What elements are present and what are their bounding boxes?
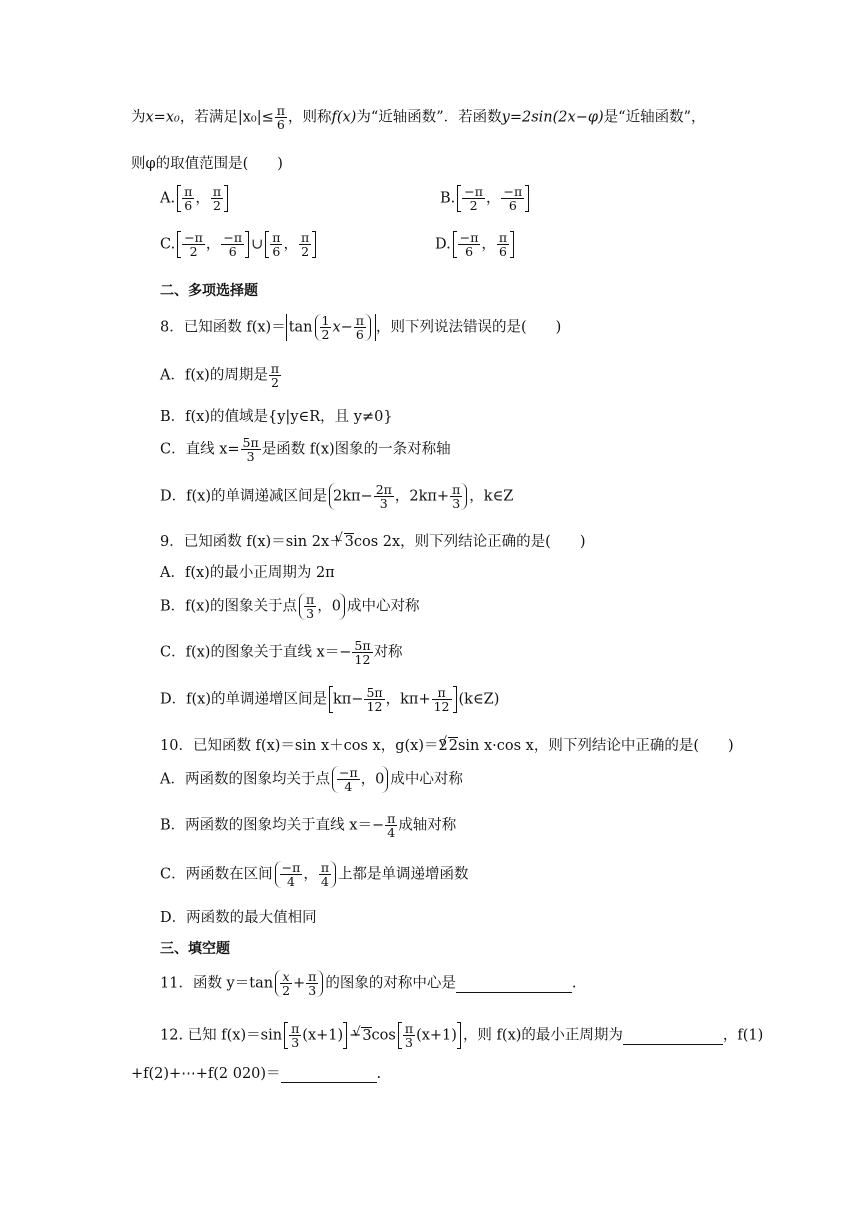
answer-blank-period[interactable] [623, 1028, 723, 1045]
q9-option-a: A．f(x)的最小正周期为 2π [160, 565, 335, 581]
answer-blank[interactable] [456, 976, 572, 993]
answer-blank-sum[interactable] [281, 1066, 377, 1083]
q10-option-b: B．两函数的图象均关于直线 x＝− $\frac{\pi}{4}$ 成轴对称 [160, 811, 457, 841]
q8-option-d: D．f(x)的单调递减区间是 2kπ− $\frac{2\pi}{3}$ ，2kπ+ $\frac{\pi}{3}$ ，k∈Z [160, 482, 514, 512]
q7-option-a: A. $\frac{\pi}{6}$ ， $\frac{\pi}{2}$ [160, 185, 230, 212]
q7-option-b: B. $\frac{-\pi}{2}$ ， $\frac{-\pi}{6}$ [440, 185, 531, 212]
q8-option-b: B．f(x)的值域是{y|y∈R，且 y≠0} [160, 409, 393, 425]
q9-option-c: C．f(x)的图象关于直线 x＝− $\frac{5\pi}{12}$ 对称 [160, 638, 403, 668]
q7-stem-line2: 则φ的取值范围是( ) [131, 156, 283, 172]
q9-option-d: D．f(x)的单调递增区间是 kπ− $\frac{5\pi}{12}$ ，kπ+ $\frac{\pi}{12}$ (k∈Z) [160, 685, 500, 715]
fraction: $\frac{\pi}{6}$ [276, 103, 285, 133]
q9-stem: 9．已知函数 f(x)＝sin 2x＋√ 3cos 2x，则下列结论正确的是( ) [160, 530, 585, 551]
q10-option-c: C．两函数在区间 $\frac{-\pi}{4}$ ， $\frac{\pi}{4}$ 上都是单调递增函数 [160, 860, 469, 890]
q8-option-c: C．直线 x= $\frac{5\pi}{3}$ 是函数 f(x)图象的一条对称轴 [160, 435, 451, 465]
q12-stem: 12. 已知 f(x)＝sin $\frac{\pi}{3}$ (x+1) −√ 3cos $\frac{\pi}{3}$ (x+1) ，则 f(x)的最小正周期为 ，f(1) [160, 1022, 763, 1049]
q7-option-c: C. $\frac{-\pi}{2}$ ， $\frac{-\pi}{6}$ ∪ $\frac{\pi}{6}$ ， $\frac{\pi}{2}$ [160, 231, 318, 258]
q9-option-b: B．f(x)的图象关于点 $\frac{\pi}{3}$ ，0 成中心对称 [160, 592, 420, 622]
section-fill-blank-heading: 三、填空题 [160, 941, 230, 957]
q8-stem: 8．已知函数 f(x)＝ tan $\frac{1}{2}$ x− $\frac{\pi}{6}$ ，则下列说法错误的是( ) [160, 313, 562, 343]
section-multiple-choice-heading: 二、多项选择题 [160, 283, 258, 299]
q8-option-a: A．f(x)的周期是 $\frac{\pi}{2}$ [160, 361, 280, 391]
q10-stem: 10．已知函数 f(x)＝sin x＋cos x，g(x)＝2√ 2sin x·cos x，则下列结论中正确的是( ) [160, 734, 734, 755]
q12-stem-line2: +f(2)+⋯+f(2 020)＝ . [131, 1066, 382, 1082]
q11-stem: 11．函数 y＝tan $\frac{x}{2}$ + $\frac{\pi}{3}$ 的图象的对称中心是 . [160, 969, 577, 999]
q7-option-d: D. $\frac{-\pi}{6}$ ， $\frac{\pi}{6}$ [435, 231, 516, 258]
q10-option-a: A．两函数的图象均关于点 $\frac{-\pi}{4}$ ，0 成中心对称 [160, 765, 463, 795]
q7-stem-line1: 为x=x₀，若满足|x₀|≤ $\frac{\pi}{6}$ ，则称f(x)为“近轴函数”．若函数y=2sin(2x−φ)是“近轴函数”， [131, 103, 706, 133]
q10-option-d: D．两函数的最大值相同 [160, 910, 317, 926]
